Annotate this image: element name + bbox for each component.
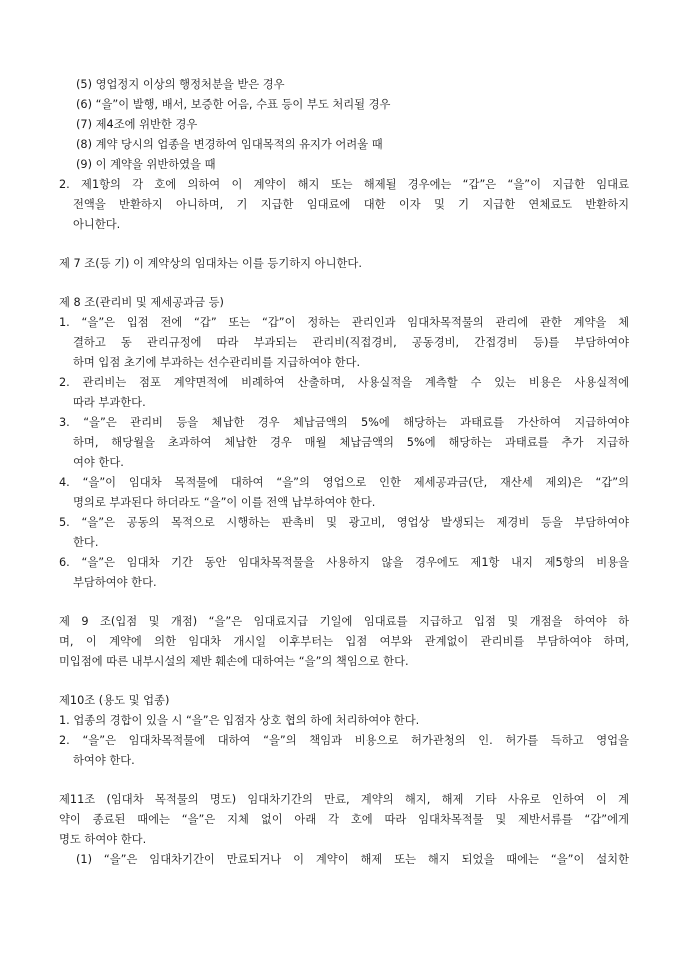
article-10-title: 제10조 (용도 및 업종) <box>59 694 170 707</box>
paragraph-line: 4. “을”이 임대차 목적물에 대하여 “을”의 영업으로 인한 제세공과금(단, 재산세 제외)은 “갑”의 <box>59 476 629 489</box>
clause-item: (8) 계약 당시의 업종을 변경하여 임대목적의 유지가 어려울 때 <box>76 138 383 151</box>
paragraph-line: 2. 제1항의 각 호에 의하여 이 계약이 해지 또는 해제될 경우에는 “갑”은 “을”이 지급한 임대료 <box>59 178 629 191</box>
paragraph-line: 아니한다. <box>73 218 121 231</box>
clause-item: (7) 제4조에 위반한 경우 <box>76 118 198 131</box>
paragraph-line: 2. “을”은 임대차목적물에 대하여 “을”의 책임과 비용으로 허가관청의 인. 허가를 득하고 영업을 <box>59 734 629 747</box>
paragraph-line: 부담하여야 한다. <box>73 576 157 589</box>
paragraph-line: 2. 관리비는 점포 계약면적에 비례하여 산출하며, 사용실적을 계측할 수 있는 비용은 사용실적에 <box>59 376 629 389</box>
paragraph-line: 하며, 해당월을 초과하여 체납한 경우 매월 체납금액의 5%에 해당하는 과태료를 추가 지급하 <box>73 436 629 449</box>
paragraph-line: 하며 입점 초기에 부과하는 선수관리비를 지급하여야 한다. <box>73 356 361 369</box>
article-7: 제 7 조(등 기) 이 계약상의 임대차는 이를 등기하지 아니한다. <box>59 257 362 270</box>
clause-item: (5) 영업정지 이상의 행정처분을 받은 경우 <box>76 78 285 91</box>
paragraph-line: 6. “을”은 임대차 기간 동안 임대차목적물을 사용하지 않을 경우에도 제1항 내지 제5항의 비용을 <box>59 556 629 569</box>
paragraph-line: 약이 종료된 때에는 “을”은 지체 없이 아래 각 호에 따라 임대차목적물 및 제반서류를 “갑”에게 <box>59 813 629 826</box>
paragraph-line: 따라 부과한다. <box>73 396 146 409</box>
paragraph-line: 결하고 동 관리규정에 따라 부과되는 관리비(직접경비, 공동경비, 간접경비 등)를 부담하여야 <box>73 336 629 349</box>
article-8-title: 제 8 조(관리비 및 제세공과금 등) <box>59 296 224 309</box>
paragraph-line: 하여야 한다. <box>73 754 135 767</box>
paragraph-line: 1. “을”은 입점 전에 “갑” 또는 “갑”이 정하는 관리인과 임대차목적물의 관리에 관한 계약을 체 <box>59 316 629 329</box>
paragraph-line: 한다. <box>73 536 99 549</box>
paragraph-line: 1. 업종의 경합이 있을 시 “을”은 입점자 상호 협의 하에 처리하여야 한다. <box>59 714 420 727</box>
paragraph-line: 3. “을”은 관리비 등을 체납한 경우 체납금액의 5%에 해당하는 과태료를 가산하여 지급하여야 <box>59 416 629 429</box>
paragraph-line: 제 9 조(입점 및 개점) “을”은 임대료지급 기일에 임대료를 지급하고 입점 및 개점을 하여야 하 <box>59 615 629 628</box>
clause-item: (9) 이 계약을 위반하였을 때 <box>76 158 216 171</box>
paragraph-line: 여야 한다. <box>73 456 124 469</box>
paragraph-line: 며, 이 계약에 의한 임대차 개시일 이후부터는 입점 여부와 관계없이 관리비를 부담하여야 하며, <box>59 635 629 648</box>
clause-item: (6) “을”이 발행, 배서, 보증한 어음, 수표 등이 부도 처리될 경우 <box>76 98 391 111</box>
contract-page <box>59 75 629 870</box>
clause-item: (1) “을”은 임대차기간이 만료되거나 이 계약이 해제 또는 해지 되었을 때에는 “을”이 설치한 <box>76 853 629 866</box>
paragraph-line: 미입점에 따른 내부시설의 제반 훼손에 대하여는 “을”의 책임으로 한다. <box>59 655 409 668</box>
paragraph-line: 5. “을”은 공동의 목적으로 시행하는 판촉비 및 광고비, 영업상 발생되는 제경비 등을 부담하여야 <box>59 516 629 529</box>
paragraph-line: 명의로 부과된다 하더라도 “을”이 이를 전액 납부하여야 한다. <box>73 496 376 509</box>
paragraph-line: 전액을 반환하지 아니하며, 기 지급한 임대료에 대한 이자 및 기 지급한 연체료도 반환하지 <box>73 198 629 211</box>
paragraph-line: 제11조 (임대차 목적물의 명도) 임대차기간의 만료, 계약의 해지, 해제 기타 사유로 인하여 이 계 <box>59 793 629 806</box>
paragraph-line: 명도 하여야 한다. <box>59 833 147 846</box>
